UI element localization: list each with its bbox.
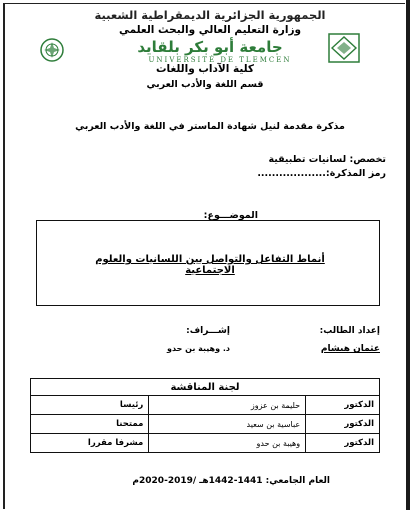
- ministry-header: وزارة التعليم العالي والبحث العلمي: [118, 24, 302, 36]
- supervision-label: إشـــراف:: [186, 326, 230, 336]
- jury-title: الدكتور: [306, 434, 380, 453]
- faculty-name: كلية الآداب واللغات: [155, 63, 255, 75]
- university-name-ar: جامعة أبو بكر بلقايد: [137, 38, 283, 56]
- jury-role: مشرفا مقررا: [31, 434, 149, 453]
- thesis-title: أنماط التفاعل والتواصل بين اللسانيات والعلوم الاجتماعية: [95, 254, 325, 276]
- republic-header: الجمهورية الجزائرية الديمقراطية الشعبية: [94, 8, 326, 22]
- jury-heading: لجنة المناقشة: [31, 379, 380, 396]
- jury-title: الدكتور: [306, 396, 380, 415]
- jury-member-name: حليمة بن عزوز: [149, 396, 306, 415]
- memo-code-line: رمز المذكرة:...................: [257, 168, 386, 179]
- university-emblem-icon: [40, 38, 64, 62]
- jury-title: الدكتور: [306, 415, 380, 434]
- table-row: [31, 434, 380, 453]
- department-name: قسم اللغة والأدب العربي: [146, 79, 264, 90]
- prepared-by-label: إعداد الطالب:: [319, 326, 380, 336]
- supervisor-name: د. وهيبة بن حدو: [167, 344, 230, 353]
- jury-member-name: عباسية بن سعيد: [149, 415, 306, 434]
- table-row: [31, 396, 380, 415]
- specialty-line: تخصص: لسانيات تطبيقية: [268, 154, 386, 165]
- jury-role: رئيسا: [31, 396, 149, 415]
- subject-label: الموضـــوع:: [203, 210, 258, 221]
- jury-role: ممتحنا: [31, 415, 149, 434]
- jury-member-name: وهيبة بن حدو: [149, 434, 306, 453]
- university-name-latin: UNIVERSITÉ DE TLEMCEN: [148, 56, 292, 64]
- page-edge: [406, 0, 410, 510]
- jury-table: [30, 378, 380, 453]
- academic-year: العام الجامعي: 1441-1442هـ /2019-2020م: [132, 476, 330, 486]
- student-name: عثمان هيشام: [320, 344, 380, 354]
- table-row: [31, 415, 380, 434]
- memo-statement: مذكرة مقدمة لنيل شهادة الماستر في اللغة والأدب العربي: [75, 121, 345, 132]
- university-seal-icon: [327, 32, 361, 64]
